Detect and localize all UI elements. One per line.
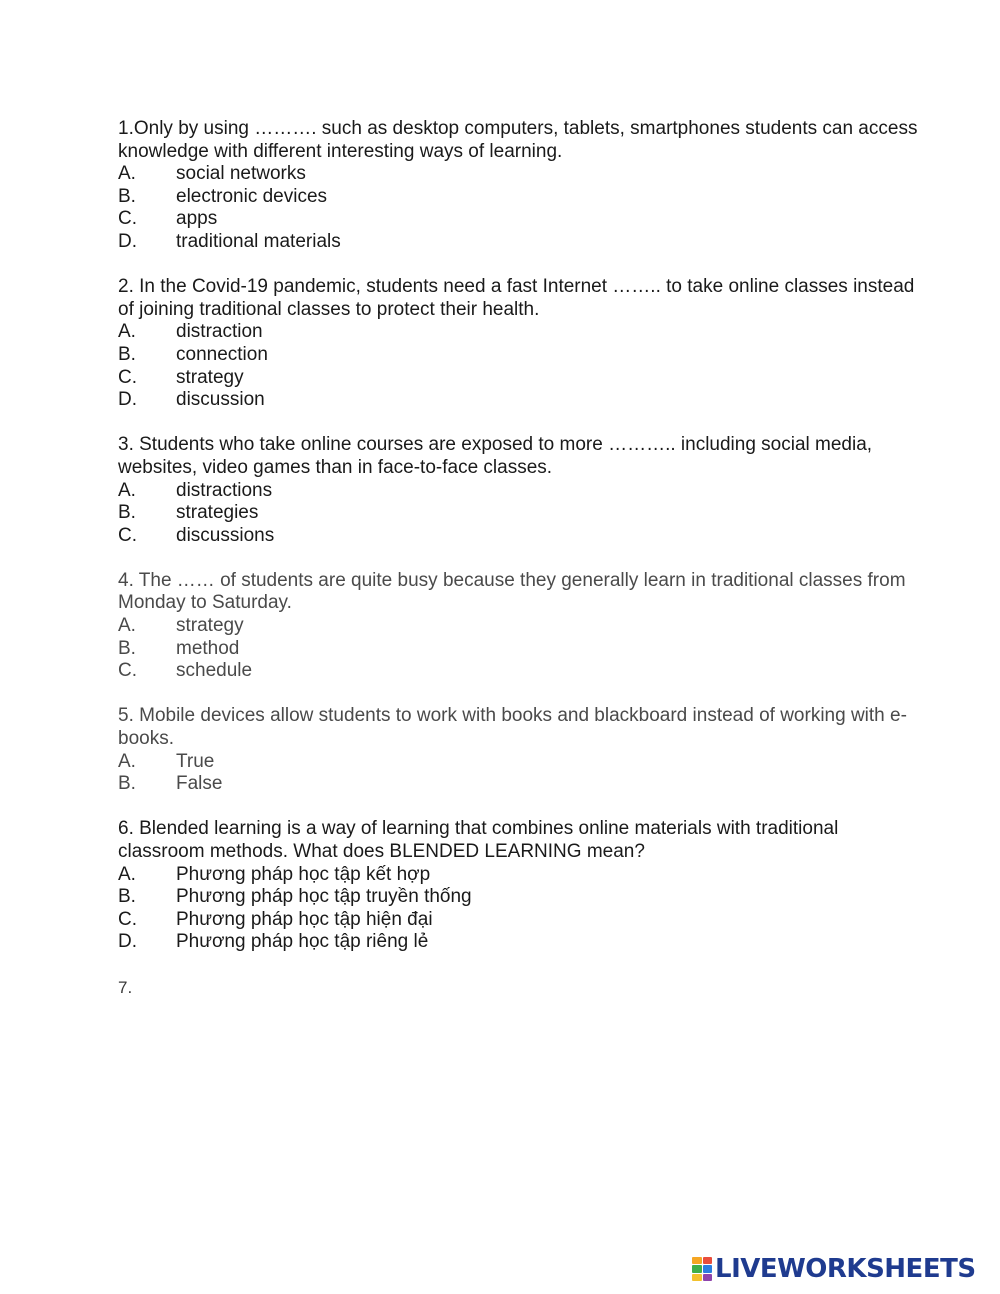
option-text: strategy [176, 615, 244, 637]
question-5 [118, 705, 918, 795]
question-7-number: 7. [118, 977, 133, 997]
option-text: True [176, 750, 215, 772]
logo-tile [703, 1257, 713, 1264]
answer-option[interactable] [118, 886, 918, 909]
option-text: Phương pháp học tập riêng lẻ [176, 931, 429, 953]
answer-option[interactable] [118, 163, 918, 186]
option-text: electronic devices [176, 185, 328, 207]
option-letter: A. [118, 750, 136, 772]
option-letter: D. [118, 389, 137, 411]
option-letter: A. [118, 163, 136, 185]
option-letter: C. [118, 366, 137, 388]
option-text: Phương pháp học tập kết hợp [176, 863, 431, 885]
answer-option[interactable] [118, 864, 918, 887]
option-letter: A. [118, 479, 136, 501]
option-text: False [176, 773, 223, 795]
question-1 [118, 118, 923, 254]
option-text: connection [176, 343, 268, 365]
question-stem: 4. The …… of students are quite busy because they generally learn in traditional classes from Monday to Saturday. [118, 569, 911, 614]
answer-option[interactable] [118, 909, 918, 932]
option-text: method [176, 637, 240, 659]
answer-option[interactable] [118, 660, 918, 683]
answer-option[interactable] [118, 480, 918, 503]
question-stem: 6. Blended learning is a way of learning that combines online materials with traditional classroom methods. What does BLENDED LEARNING mean? [118, 818, 844, 862]
question-list [118, 118, 923, 954]
answer-option[interactable] [118, 773, 918, 796]
answer-option[interactable] [118, 367, 918, 390]
logo-tile [692, 1274, 702, 1281]
option-text: distractions [176, 479, 273, 501]
option-letter: A. [118, 321, 136, 343]
logo-wordmark: LIVEWORKSHEETS [715, 1254, 976, 1284]
logo-tile [703, 1274, 713, 1281]
answer-option[interactable] [118, 751, 918, 774]
option-text: traditional materials [176, 230, 341, 252]
option-text: discussion [176, 389, 265, 411]
option-text: Phương pháp học tập truyền thống [176, 886, 472, 908]
option-letter: B. [118, 886, 136, 908]
option-letter: C. [118, 208, 137, 230]
answer-option[interactable] [118, 344, 918, 367]
option-text: Phương pháp học tập hiện đại [176, 908, 433, 930]
question-stem: 3. Students who take online courses are exposed to more ……….. including social media, websites, video games than in face-to-face classes. [118, 434, 878, 478]
answer-option[interactable] [118, 208, 918, 231]
option-letter: C. [118, 660, 137, 682]
question-stem: 5. Mobile devices allow students to work with books and blackboard instead of working with e-books. [118, 705, 907, 750]
worksheet-page [118, 118, 923, 999]
option-text: strategy [176, 366, 244, 388]
option-letter: B. [118, 343, 136, 365]
answer-option[interactable] [118, 389, 918, 412]
option-letter: B. [118, 185, 136, 207]
question-stem: 2. In the Covid-19 pandemic, students need a fast Internet …….. to take online classes instead of joining traditional classes to protect their health. [118, 276, 920, 320]
question-3 [118, 434, 918, 547]
answer-option[interactable] [118, 231, 918, 254]
option-letter: C. [118, 524, 137, 546]
option-letter: A. [118, 615, 136, 637]
option-letter: B. [118, 637, 136, 659]
answer-option[interactable] [118, 502, 918, 525]
answer-option[interactable] [118, 615, 918, 638]
logo-tile [692, 1265, 702, 1272]
question-stem: 1.Only by using ………. such as desktop computers, tablets, smartphones students can access knowledge with different interesting ways of learning. [118, 118, 923, 162]
option-text: social networks [176, 163, 306, 185]
answer-option[interactable] [118, 638, 918, 661]
option-letter: B. [118, 502, 136, 524]
question-4 [118, 570, 918, 683]
option-letter: D. [118, 230, 137, 252]
option-text: schedule [176, 660, 253, 682]
logo-tile [692, 1257, 702, 1264]
option-letter: B. [118, 773, 136, 795]
option-letter: A. [118, 863, 136, 885]
option-text: apps [176, 208, 218, 230]
option-text: discussions [176, 524, 275, 546]
question-6 [118, 818, 918, 954]
option-text: distraction [176, 321, 263, 343]
question-2 [118, 276, 918, 412]
answer-option[interactable] [118, 931, 918, 954]
liveworksheets-logo-icon [692, 1257, 712, 1281]
answer-option[interactable] [118, 186, 918, 209]
answer-option[interactable] [118, 525, 918, 548]
liveworksheets-logo [692, 1254, 976, 1284]
answer-option[interactable] [118, 321, 918, 344]
logo-tile [703, 1265, 713, 1272]
option-letter: C. [118, 908, 137, 930]
option-text: strategies [176, 502, 259, 524]
option-letter: D. [118, 931, 137, 953]
